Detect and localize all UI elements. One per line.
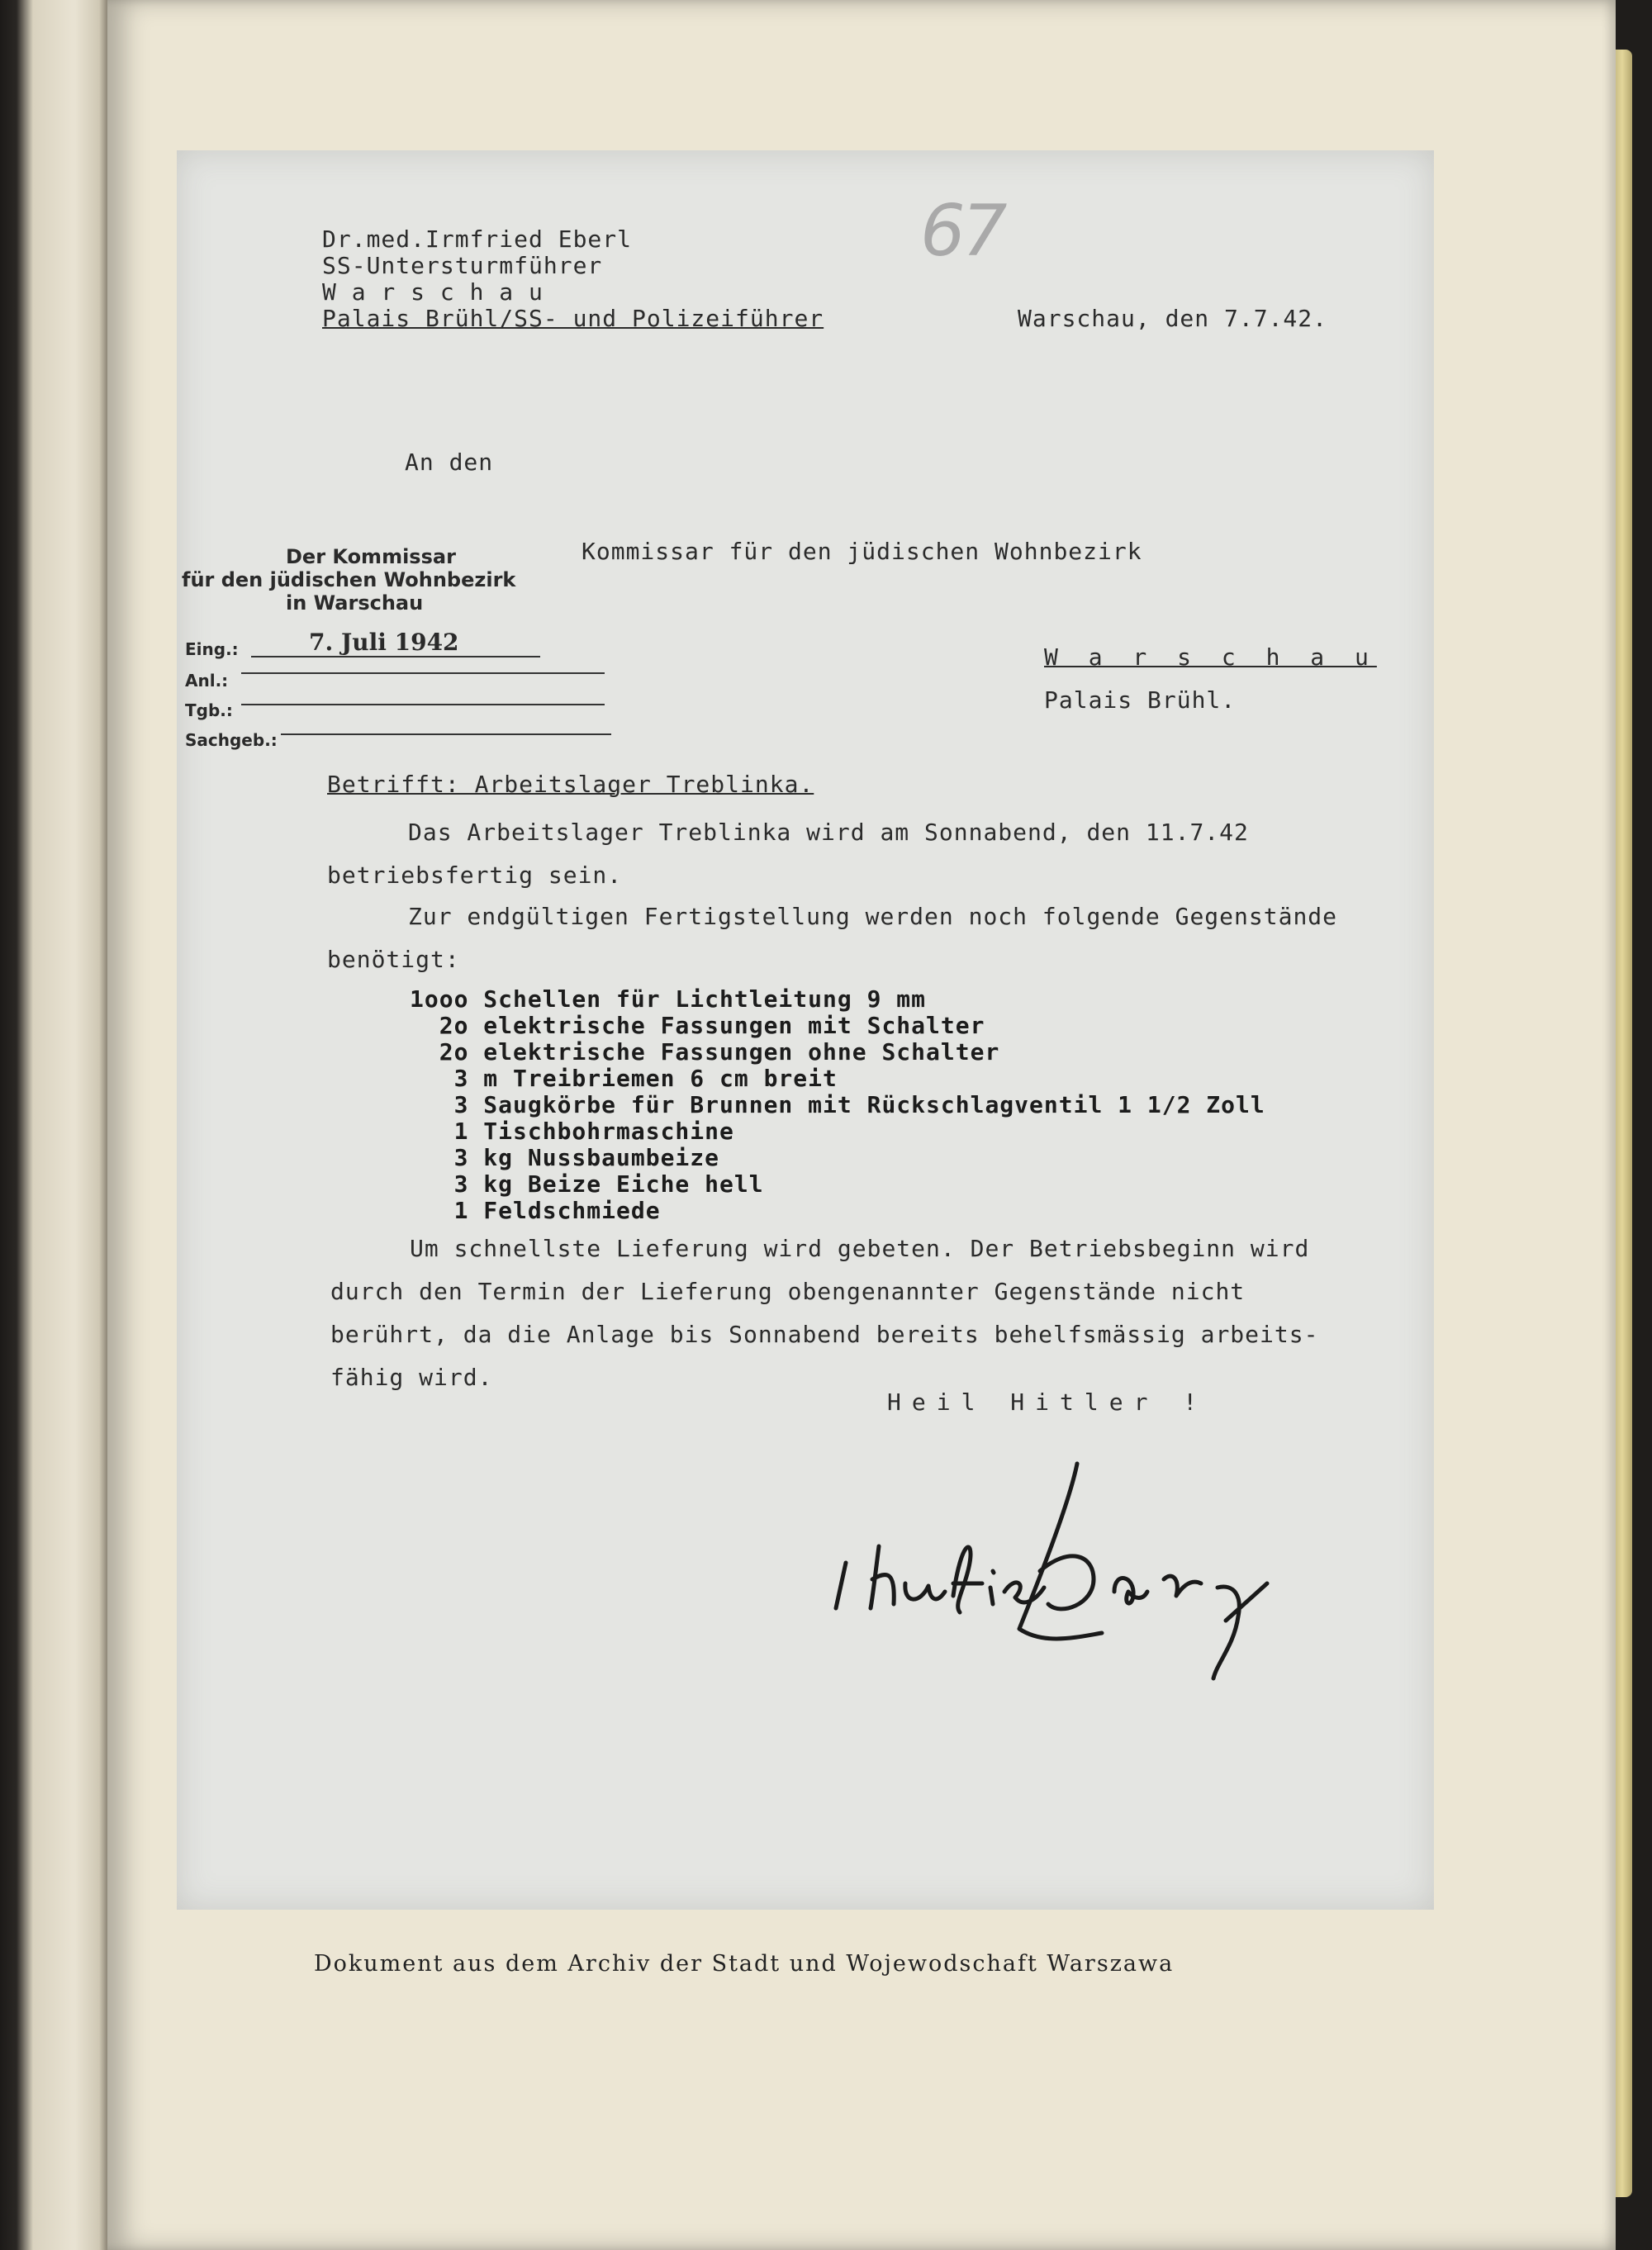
- list-item: 1ooo Schellen für Lichtleitung 9 mm: [410, 985, 927, 1013]
- stamp-line-2: für den jüdischen Wohnbezirk: [182, 568, 516, 591]
- sender-address: Palais Brühl/SS- und Polizeiführer: [322, 305, 824, 332]
- closing: Heil Hitler !: [887, 1388, 1208, 1416]
- body-line: berührt, da die Anlage bis Sonnabend bereits behelfsmässig arbeits-: [330, 1321, 1319, 1348]
- recipient-title: Kommissar für den jüdischen Wohnbezirk: [582, 538, 1142, 565]
- body-line: benötigt:: [327, 946, 460, 973]
- body-line: betriebsfertig sein.: [327, 862, 623, 889]
- body-line: Zur endgültigen Fertigstellung werden noch folgende Gegenstände: [408, 903, 1338, 930]
- folio-number: 67: [920, 190, 1004, 273]
- stamp-field-line: [241, 704, 605, 705]
- signature-graphic: [829, 1439, 1540, 1695]
- body-line: durch den Termin der Lieferung obengenannter Gegenstände nicht: [330, 1278, 1246, 1305]
- recipient-address: Palais Brühl.: [1044, 686, 1237, 714]
- subject-line: Betrifft: Arbeitslager Treblinka.: [327, 771, 814, 798]
- page-edge: [1616, 50, 1632, 2197]
- list-item: 1 Tischbohrmaschine: [410, 1118, 734, 1145]
- list-item: 3 kg Beize Eiche hell: [410, 1170, 764, 1198]
- letter-document: [177, 150, 1434, 1910]
- list-item: 1 Feldschmiede: [410, 1197, 661, 1224]
- list-item: 2o elektrische Fassungen mit Schalter: [410, 1012, 985, 1039]
- left-page-edge: [0, 0, 107, 2250]
- list-item: 2o elektrische Fassungen ohne Schalter: [410, 1038, 1000, 1066]
- stamp-field-line: [281, 733, 611, 735]
- stamp-label-anl: Anl.:: [185, 671, 229, 691]
- archive-caption: Dokument aus dem Archiv der Stadt und Wojewodschaft Warszawa: [314, 1951, 1175, 1977]
- salutation: An den: [405, 449, 494, 476]
- stamp-label-tgb: Tgb.:: [185, 700, 233, 720]
- stamp-field-line: [241, 672, 605, 674]
- list-item: 3 m Treibriemen 6 cm breit: [410, 1065, 838, 1092]
- body-line: fähig wird.: [330, 1364, 493, 1391]
- stamp-field-line: [251, 656, 540, 657]
- letter-date: Warschau, den 7.7.42.: [1018, 305, 1328, 332]
- list-item: 3 Saugkörbe für Brunnen mit Rückschlagventil 1 1/2 Zoll: [410, 1091, 1265, 1118]
- stamp-label-sachgeb: Sachgeb.:: [185, 730, 278, 750]
- stamp-line-3: in Warschau: [286, 591, 424, 615]
- sender-rank: SS-Untersturmführer: [322, 252, 603, 279]
- recipient-city: W a r s c h a u: [1044, 643, 1377, 671]
- sender-city: W a r s c h a u: [322, 278, 544, 306]
- list-item: 3 kg Nussbaumbeize: [410, 1144, 720, 1171]
- stamp-line-1: Der Kommissar: [286, 545, 456, 568]
- body-line: Das Arbeitslager Treblinka wird am Sonnabend, den 11.7.42: [408, 819, 1249, 846]
- body-line: Um schnellste Lieferung wird gebeten. Der Betriebsbeginn wird: [410, 1235, 1310, 1262]
- stamp-label-eing: Eing.:: [185, 639, 239, 659]
- stamp-eing-date: 7. Juli 1942: [309, 629, 459, 656]
- sender-name: Dr.med.Irmfried Eberl: [322, 225, 633, 253]
